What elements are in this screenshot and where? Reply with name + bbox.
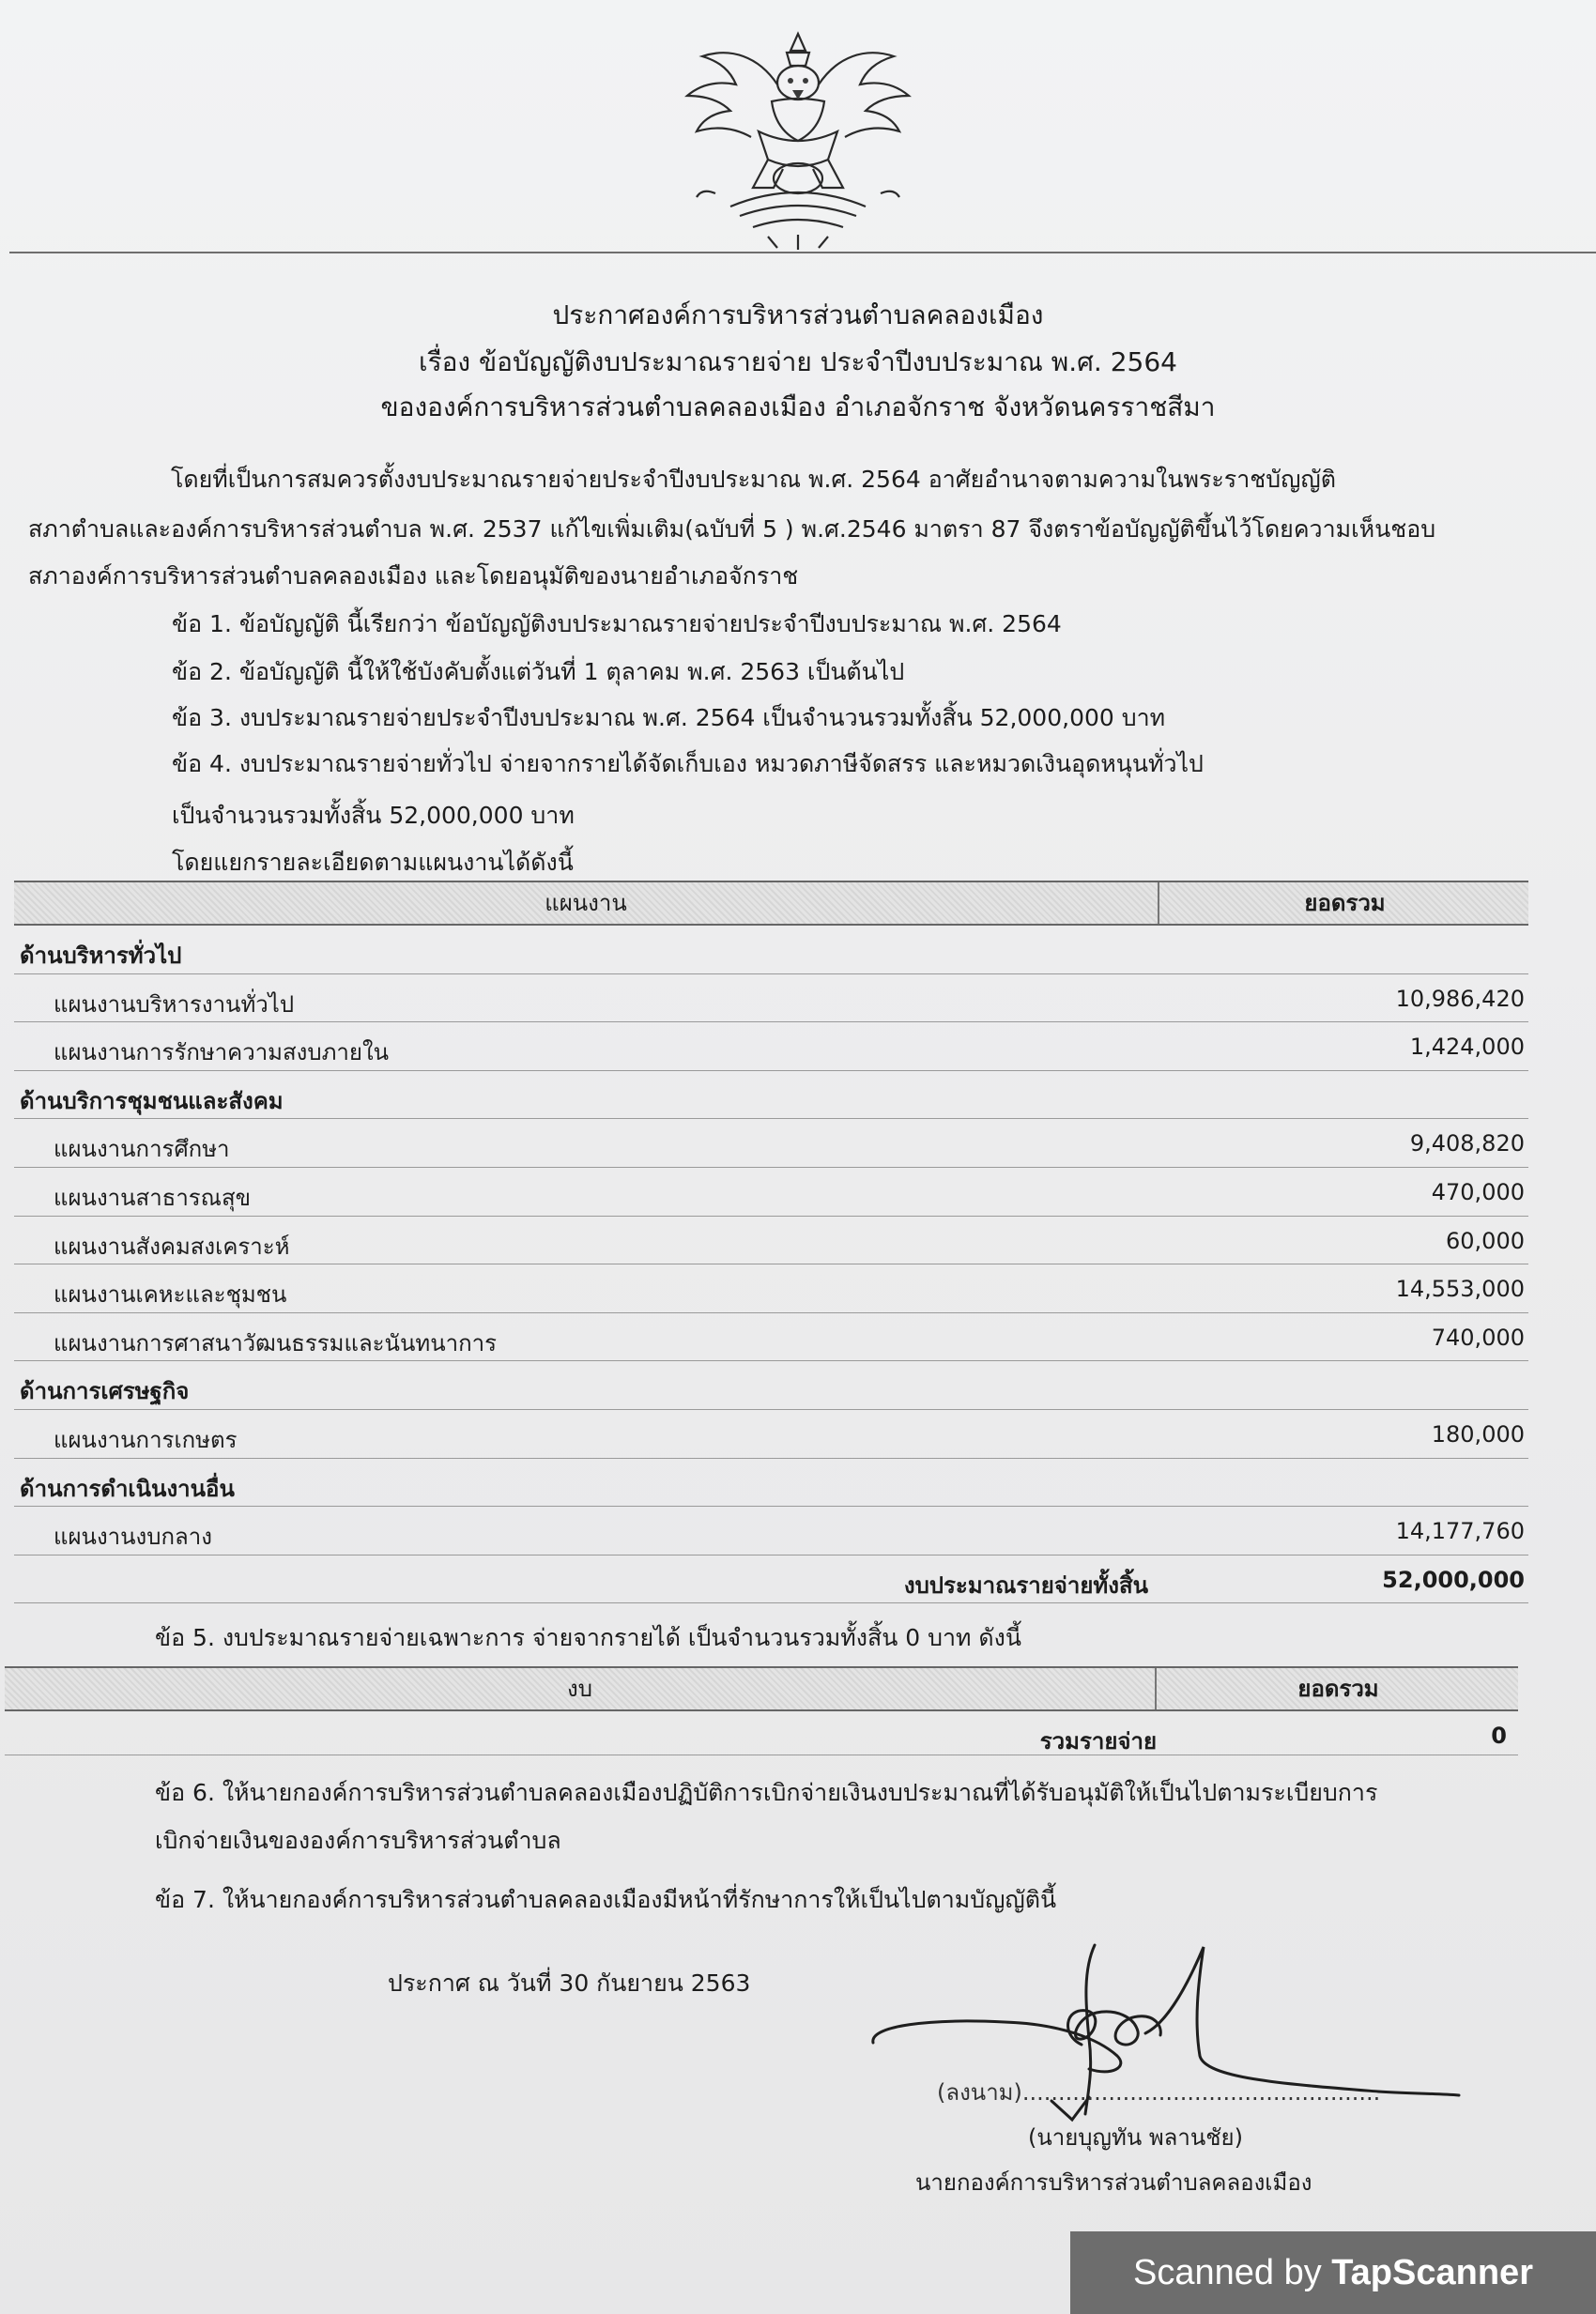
- row-amount: 1,424,000: [1409, 1034, 1525, 1061]
- announcement-date: ประกาศ ณ วันที่ 30 กันยายน 2563: [388, 1969, 751, 1997]
- table-row-section: [14, 1071, 1528, 1120]
- row-amount: 10,986,420: [1395, 985, 1525, 1012]
- clause-3: ข้อ 3. งบประมาณรายจ่ายประจำปีงบประมาณ พ.ศ. 2564 เป็นจำนวนรวมทั้งสิ้น 52,000,000 บาท: [172, 704, 1166, 731]
- row-label: ด้านการเศรษฐกิจ: [20, 1378, 190, 1405]
- row-label: แผนงานการเกษตร: [54, 1426, 238, 1453]
- garuda-emblem-icon: [674, 28, 922, 253]
- signer-name: (นายบุญทัน พลานชัย): [1028, 2124, 1243, 2151]
- column-header-budget: งบ: [5, 1668, 1157, 1709]
- row-amount: 14,553,000: [1395, 1276, 1525, 1303]
- total-label: รวมรายจ่าย: [1039, 1728, 1157, 1755]
- table-row-section: [14, 926, 1528, 974]
- total-amount: 52,000,000: [1382, 1566, 1525, 1593]
- table-row: [14, 1313, 1528, 1362]
- row-label: ด้านบริหารทั่วไป: [20, 942, 182, 969]
- table-row: [14, 974, 1528, 1023]
- header-rule: [9, 252, 1596, 253]
- table-row-section: [14, 1459, 1528, 1508]
- budget-table: [14, 881, 1528, 1603]
- row-amount: 180,000: [1431, 1420, 1525, 1448]
- budget-table-header: [14, 881, 1528, 926]
- table-row: [14, 1410, 1528, 1459]
- clause-6-cont: เบิกจ่ายเงินขององค์การบริหารส่วนตำบล: [155, 1827, 561, 1854]
- document-title-3: ขององค์การบริหารส่วนตำบลคลองเมือง อำเภอจักราช จังหวัดนครราชสีมา: [380, 391, 1216, 422]
- row-amount: 14,177,760: [1395, 1518, 1525, 1545]
- clause-4: ข้อ 4. งบประมาณรายจ่ายทั่วไป จ่ายจากรายได้จัดเก็บเอง หมวดภาษีจัดสรร และหมวดเงินอุดหนุนทั่วไป: [172, 750, 1204, 777]
- clause-1: ข้อ 1. ข้อบัญญัติ นี้เรียกว่า ข้อบัญญัติงบประมาณรายจ่ายประจำปีงบประมาณ พ.ศ. 2564: [172, 610, 1062, 637]
- document-title-2: เรื่อง ข้อบัญญัติงบประมาณรายจ่าย ประจำปีงบประมาณ พ.ศ. 2564: [419, 346, 1177, 377]
- clause-7: ข้อ 7. ให้นายกองค์การบริหารส่วนตำบลคลองเมืองมีหน้าที่รักษาการให้เป็นไปตามบัญญัตินี้: [155, 1886, 1057, 1913]
- table-row-total: [5, 1711, 1518, 1755]
- column-header-total: ยอดรวม: [1304, 890, 1386, 916]
- column-header-total: ยอดรวม: [1297, 1676, 1379, 1702]
- intro-line-1: โดยที่เป็นการสมควรตั้งงบประมาณรายจ่ายประจำปีงบประมาณ พ.ศ. 2564 อาศัยอำนาจตามความในพระราชบัญญัติ: [171, 466, 1336, 493]
- row-label: แผนงานเคหะและชุมชน: [54, 1281, 287, 1309]
- clause-6: ข้อ 6. ให้นายกองค์การบริหารส่วนตำบลคลองเมืองปฏิบัติการเบิกจ่ายเงินงบประมาณที่ได้รับอนุมัติให้เป็นไปตามระเบียบการ: [155, 1779, 1378, 1806]
- special-table-header: [5, 1666, 1518, 1711]
- total-label: งบประมาณรายจ่ายทั้งสิ้น: [903, 1571, 1148, 1599]
- row-label: ด้านบริการชุมชนและสังคม: [20, 1087, 284, 1114]
- document-title-1: ประกาศองค์การบริหารส่วนตำบลคลองเมือง: [552, 299, 1044, 330]
- table-row-total: [14, 1555, 1528, 1604]
- intro-line-3: สภาองค์การบริหารส่วนตำบลคลองเมือง และโดยอนุมัติของนายอำเภอจักราช: [28, 562, 799, 590]
- row-label: แผนงานงบกลาง: [54, 1524, 212, 1551]
- column-header-plan: แผนงาน: [14, 882, 1159, 924]
- row-label: แผนงานการศึกษา: [54, 1136, 230, 1163]
- scanner-watermark: [1070, 2231, 1596, 2314]
- row-amount: 470,000: [1431, 1178, 1525, 1205]
- table-row-section: [14, 1361, 1528, 1410]
- special-budget-table: [5, 1666, 1518, 1755]
- row-label: แผนงานบริหารงานทั่วไป: [54, 990, 295, 1018]
- row-label: แผนงานสังคมสงเคราะห์: [54, 1233, 290, 1260]
- watermark-prefix: Scanned by: [1133, 2253, 1332, 2292]
- row-label: แผนงานการรักษาความสงบภายใน: [54, 1039, 390, 1066]
- watermark-brand: TapScanner: [1331, 2253, 1533, 2292]
- table-row: [14, 1168, 1528, 1217]
- row-amount: 60,000: [1446, 1227, 1525, 1254]
- signer-title: นายกองค์การบริหารส่วนตำบลคลองเมือง: [915, 2169, 1312, 2196]
- clause-4-total: เป็นจำนวนรวมทั้งสิ้น 52,000,000 บาท: [172, 802, 575, 829]
- table-row: [14, 1264, 1528, 1313]
- table-row: [14, 1507, 1528, 1555]
- table-row: [14, 1022, 1528, 1071]
- row-label: ด้านการดำเนินงานอื่น: [20, 1475, 235, 1502]
- row-label: แผนงานสาธารณสุข: [54, 1184, 251, 1211]
- total-amount: 0: [1491, 1723, 1507, 1749]
- row-label: แผนงานการศาสนาวัฒนธรรมและนันทนาการ: [54, 1329, 497, 1356]
- clause-5: ข้อ 5. งบประมาณรายจ่ายเฉพาะการ จ่ายจากรายได้ เป็นจำนวนรวมทั้งสิ้น 0 บาท ดังนี้: [155, 1624, 1021, 1651]
- intro-line-2: สภาตำบลและองค์การบริหารส่วนตำบล พ.ศ. 2537 แก้ไขเพิ่มเติม(ฉบับที่ 5 ) พ.ศ.2546 มาตรา 87 จึงตราข้อบัญญัติขึ้นไว้โดยความเห็นชอบ: [28, 515, 1436, 543]
- clause-2: ข้อ 2. ข้อบัญญัติ นี้ให้ใช้บังคับตั้งแต่วันที่ 1 ตุลาคม พ.ศ. 2563 เป็นต้นไป: [172, 658, 905, 685]
- row-amount: 740,000: [1431, 1324, 1525, 1351]
- table-row: [14, 1217, 1528, 1265]
- table-row: [14, 1119, 1528, 1168]
- signature-line: (ลงนาม)..................................................: [937, 2079, 1381, 2106]
- row-amount: 9,408,820: [1409, 1130, 1525, 1157]
- clause-4-intro: โดยแยกรายละเอียดตามแผนงานได้ดังนี้: [172, 849, 574, 876]
